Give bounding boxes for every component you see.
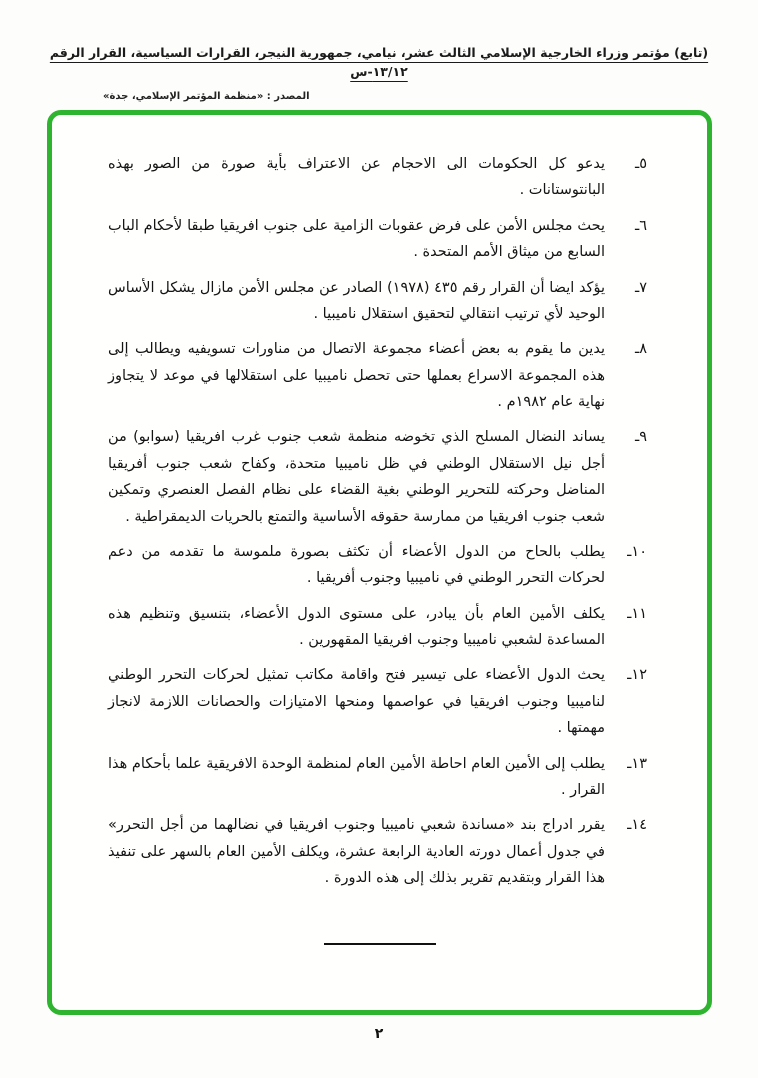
item-text: يدعو كل الحكومات الى الاحجام عن الاعتراف بأية صورة من الصور بهذه البانتوستانات . <box>108 156 605 199</box>
item-number: ١٤ـ <box>627 817 647 834</box>
resolution-item <box>108 213 647 266</box>
item-number: ٥ـ <box>634 156 647 172</box>
item-number: ٦ـ <box>634 217 647 234</box>
item-text: يقرر ادراج بند «مساندة شعبي ناميبيا وجنوب افريقيا في نضالهما من أجل التحرر» في جدول أعمال دورته العادية الرابعة عشرة، ويكلف الأمين العام بالسهر على تنفيذ هذا القرار وبتقديم تقرير بذلك إلى هذه الدورة . <box>108 817 605 886</box>
item-text: يكلف الأمين العام بأن يبادر، على مستوى الدول الأعضاء، بتنسيق وتنظيم هذه المساعدة لشعبي ناميبيا وجنوب افريقيا المقهورين . <box>108 605 605 648</box>
header-source: المصدر : «منظمة المؤتمر الإسلامي، جدة» <box>103 90 310 102</box>
resolution-item <box>108 601 647 654</box>
item-text: يؤكد ايضا أن القرار رقم ٤٣٥ (١٩٧٨) الصادر عن مجلس الأمن مازال يشكل الأساس الوحيد لأي ترتيب انتقالي لتحقيق استقلال ناميبيا . <box>108 279 605 322</box>
item-text: يطلب إلى الأمين العام احاطة الأمين العام لمنظمة الوحدة الافريقية علما بأحكام هذا القرار . <box>108 755 605 798</box>
resolution-item <box>108 275 647 328</box>
resolution-item <box>108 751 647 804</box>
page-number: ٢ <box>374 1026 384 1042</box>
item-number: ٩ـ <box>634 429 647 446</box>
item-number: ٧ـ <box>634 279 647 296</box>
item-text: يساند النضال المسلح الذي تخوضه منظمة شعب جنوب غرب افريقيا (سوابو) من أجل نيل الاستقلال الوطني في ظل ناميبيا متحدة، وكفاح شعب جنوب أفريقيا المناضل وحركته للتحرير الوطني بغية القضاء على نظام الفصل العنصري وتمكين شعب جنوب افريقيا من ممارسة حقوقه الأساسية والتمتع بالحريات الديمقراطية . <box>108 429 605 525</box>
content-border-box <box>47 110 712 1015</box>
end-divider <box>324 943 436 945</box>
page-header <box>0 0 758 102</box>
item-number: ١١ـ <box>627 605 647 622</box>
item-number: ١٢ـ <box>627 667 647 684</box>
item-text: يحث مجلس الأمن على فرض عقوبات الزامية على جنوب افريقيا طبقا لأحكام الباب السابع من ميثاق الأمم المتحدة . <box>108 217 605 261</box>
resolution-item <box>108 151 647 204</box>
resolution-item <box>108 812 647 891</box>
resolution-item <box>108 336 647 415</box>
item-number: ١٠ـ <box>627 543 647 560</box>
resolution-item <box>108 662 647 741</box>
header-title: (تابع) مؤتمر وزراء الخارجية الإسلامي الثالث عشر، نيامي، جمهورية النيجر، القرارات السياسية، القرار الرقم ١٣/١٢-س <box>49 45 709 79</box>
item-text: يطلب بالحاح من الدول الأعضاء أن تكثف بصورة ملموسة ما تقدمه من دعم لحركات التحرر الوطني في ناميبيا وجنوب أفريقيا . <box>108 543 605 587</box>
item-text: يحث الدول الأعضاء على تيسير فتح واقامة مكاتب تمثيل لحركات التحرر الوطني لناميبيا وجنوب افريقيا في عواصمها ومنحها الامتيازات والحصانات اللازمة لانجاز مهمتها . <box>108 667 605 737</box>
resolution-item <box>108 539 647 592</box>
item-text: يدين ما يقوم به بعض أعضاء مجموعة الاتصال من مناورات تسويفيه ويطالب إلى هذه المجموعة الاسراع بعملها حتى تحصل ناميبيا على استقلالها في موعد لا يتجاوز نهاية عام ١٩٨٢م . <box>108 341 605 410</box>
item-number: ٨ـ <box>634 341 647 358</box>
resolution-items <box>52 115 707 891</box>
resolution-item <box>108 424 647 530</box>
item-number: ١٣ـ <box>627 755 647 772</box>
